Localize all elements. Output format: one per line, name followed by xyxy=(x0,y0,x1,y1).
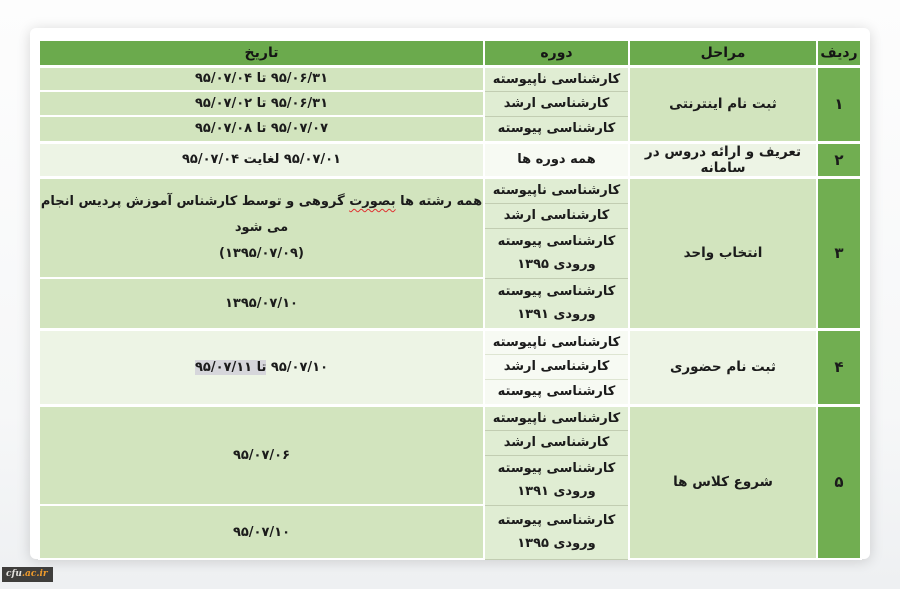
group-unit-selection xyxy=(39,177,861,329)
table-row xyxy=(39,142,861,177)
date-cell: ۹۵/۰۷/۰۶ xyxy=(39,405,484,505)
row-number-cell: ۱ xyxy=(817,66,861,142)
date-cell: ۹۵/۰۷/۱۰ تا ۹۵/۰۷/۱۱ xyxy=(39,329,484,405)
program-cell: کارشناسی ناپیوسته xyxy=(484,177,629,203)
misspelled-word: بصورت xyxy=(349,193,396,209)
program-cell: کارشناسی پیوسته xyxy=(484,116,629,142)
group-inperson-registration xyxy=(39,329,861,405)
program-cell: همه دوره ها xyxy=(484,142,629,177)
row-number-cell: ۲ xyxy=(817,142,861,177)
program-cell: کارشناسی ارشد xyxy=(484,430,629,455)
program-cell: کارشناسی پیوسته ورودی ۱۳۹۵ xyxy=(484,228,629,278)
group-course-definition xyxy=(39,142,861,177)
site-watermark: cfu.ac.ir xyxy=(2,567,53,582)
program-cell: کارشناسی ارشد xyxy=(484,354,629,379)
schedule-table xyxy=(38,39,862,560)
table-row xyxy=(39,66,861,91)
table-row xyxy=(39,177,861,203)
header-row xyxy=(39,40,861,66)
header-stages: مراحل xyxy=(629,40,817,66)
stage-cell: انتخاب واحد xyxy=(629,177,817,329)
stage-cell: ثبت نام اینترنتی xyxy=(629,66,817,142)
date-cell: ۹۵/۰۶/۳۱ تا ۹۵/۰۷/۰۲ xyxy=(39,91,484,116)
date-cell: ۹۵/۰۷/۰۱ لغایت ۹۵/۰۷/۰۴ xyxy=(39,142,484,177)
date-note-cell xyxy=(39,177,484,278)
program-cell: کارشناسی پیوسته ورودی ۱۳۹۵ xyxy=(484,505,629,559)
date-cell: ۹۵/۰۷/۰۷ تا ۹۵/۰۷/۰۸ xyxy=(39,116,484,142)
table-row xyxy=(39,329,861,354)
group-internet-registration xyxy=(39,66,861,142)
program-cell: کارشناسی پیوسته ورودی ۱۳۹۱ xyxy=(484,455,629,505)
group-classes-start xyxy=(39,405,861,559)
header-date: تاریخ xyxy=(39,40,484,66)
header-row-number: ردیف xyxy=(817,40,861,66)
content-card xyxy=(30,28,870,559)
row-number-cell: ۴ xyxy=(817,329,861,405)
stage-cell: شروع کلاس ها xyxy=(629,405,817,559)
program-cell: کارشناسی ناپیوسته xyxy=(484,66,629,91)
note-line2: (۱۳۹۵/۰۷/۰۹) xyxy=(219,245,304,261)
date-cell: ۹۵/۰۷/۱۰ xyxy=(39,505,484,559)
program-cell: کارشناسی ارشد xyxy=(484,203,629,228)
program-cell: کارشناسی ناپیوسته xyxy=(484,329,629,354)
program-cell: کارشناسی پیوسته xyxy=(484,379,629,405)
stage-cell: تعریف و ارائه دروس در سامانه xyxy=(629,142,817,177)
highlighted-date: تا ۹۵/۰۷/۱۱ xyxy=(194,359,267,375)
date-cell: ۹۵/۰۶/۳۱ تا ۹۵/۰۷/۰۴ xyxy=(39,66,484,91)
row-number-cell: ۵ xyxy=(817,405,861,559)
header-program: دوره xyxy=(484,40,629,66)
program-cell: کارشناسی ناپیوسته xyxy=(484,405,629,430)
table-row xyxy=(39,405,861,430)
program-cell: کارشناسی پیوسته ورودی ۱۳۹۱ xyxy=(484,278,629,329)
program-cell: کارشناسی ارشد xyxy=(484,91,629,116)
row-number-cell: ۳ xyxy=(817,177,861,329)
note-line1: همه رشته ها بصورت گروهی و توسط کارشناس آموزش پردیس انجام می شود xyxy=(40,193,483,235)
date-cell: ۱۳۹۵/۰۷/۱۰ xyxy=(39,278,484,329)
stage-cell: ثبت نام حضوری xyxy=(629,329,817,405)
